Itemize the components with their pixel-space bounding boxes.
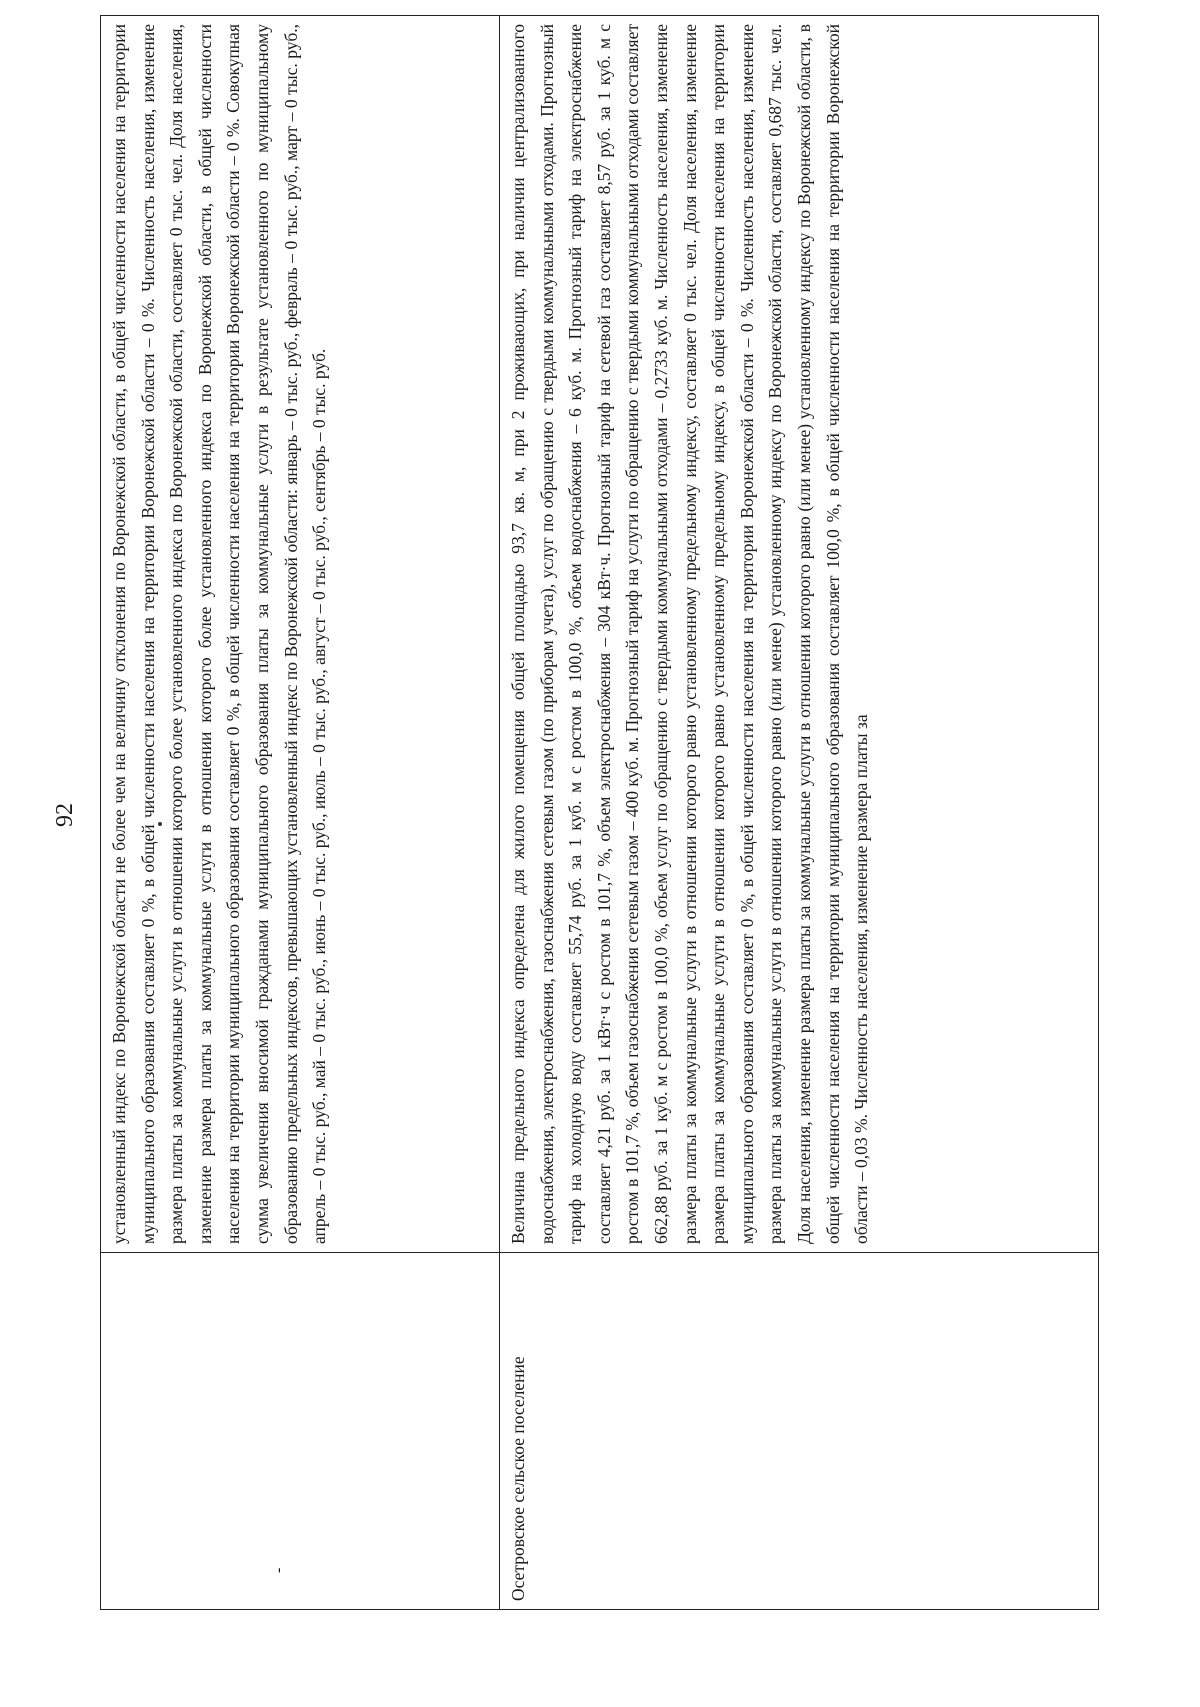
table-row <box>101 16 500 1610</box>
description-cell: Величина предельного индекса определена для жилого помещения общей площадью 93,7 кв. м, при 2 проживающих, при наличии централизованного водоснабжения, электроснабжения, газоснабжения сетевым газом (по приборам учета), услуг по обращению с твердыми коммунальными отходами. Прогнозный тариф на холодную воду составляет 55,74 руб. за 1 куб. м с ростом в 100,0 %, объем водоснабжения – 6 куб. м. Прогнозный тариф на электроснабжение составляет 4,21 руб. за 1 кВт·ч с ростом в 101,7 %, объем электроснабжения – 304 кВт·ч. Прогнозный тариф на сетевой газ составляет 8,57 руб. за 1 куб. м с ростом в 101,7 %, объем газоснабжения сетевым газом – 400 куб. м. Прогнозный тариф на услуги по обращению с твердыми коммунальными отходами составляет 662,88 руб. за 1 куб. м с ростом в 100,0 %, объем услуг по обращению с твердыми коммунальными отходами – 0,2733 куб. м. Численность населения, изменение размера платы за коммунальные услуги в отношении которого равно установленному предельному индексу, составляет 0 тыс. чел. Доля населения, изменение размера платы за коммунальные услуги в отношении которого равно установленному предельному индексу, в общей численности населения на территории муниципального образования составляет 0 %, в общей численности населения на территории Воронежской области – 0 %. Численность населения, изменение размера платы за коммунальные услуги в отношении которого равно (или менее) установленному индексу по Воронежской области, составляет 0,687 тыс. чел. Доля населения, изменение размера платы за коммунальные услуги в отношении которого равно (или менее) установленному индексу по Воронежской области, в общей численности населения на территории муниципального образования составляет 100,0 %, в общей численности населения на территории Воронежской области – 0,03 %. Численность населения, изменение размера платы за <box>500 16 1099 1253</box>
cell-mark: - <box>270 1567 287 1573</box>
table-row <box>500 16 1099 1610</box>
rotated-table-container <box>100 24 1100 1610</box>
municipality-cell <box>500 1253 1099 1610</box>
municipality-name: Осетровское сельское поселение <box>508 1356 528 1601</box>
tariff-index-table <box>100 15 1099 1610</box>
page-number: 92 <box>52 803 78 827</box>
document-page <box>100 24 1100 1610</box>
description-cell: установленный индекс по Воронежской области не более чем на величину отклонения по Воронежской области, в общей численности населения на территории муниципального образования составляет 0 %, в общей численности населения на территории Воронежской области – 0 %. Численность населения, изменение размера платы за коммунальные услуги в отношении которого более установленного индекса по Воронежской области, составляет 0 тыс. чел. Доля населения, изменение размера платы за коммунальные услуги в отношении которого более установленного индекса по Воронежской области, в общей численности населения на территории муниципального образования составляет 0 %, в общей численности населения на территории Воронежской области – 0 %. Совокупная сумма увеличения вносимой гражданами муниципального образования платы за коммунальные услуги в результате установленного по муниципальному образованию предельных индексов, превышающих установленный индекс по Воронежской области: январь – 0 тыс. руб., февраль – 0 тыс. руб., март – 0 тыс. руб., апрель – 0 тыс. руб., май – 0 тыс. руб., июнь – 0 тыс. руб., июль – 0 тыс. руб., август – 0 тыс. руб., сентябрь – 0 тыс. руб. <box>101 16 500 1253</box>
municipality-cell <box>101 1253 500 1610</box>
